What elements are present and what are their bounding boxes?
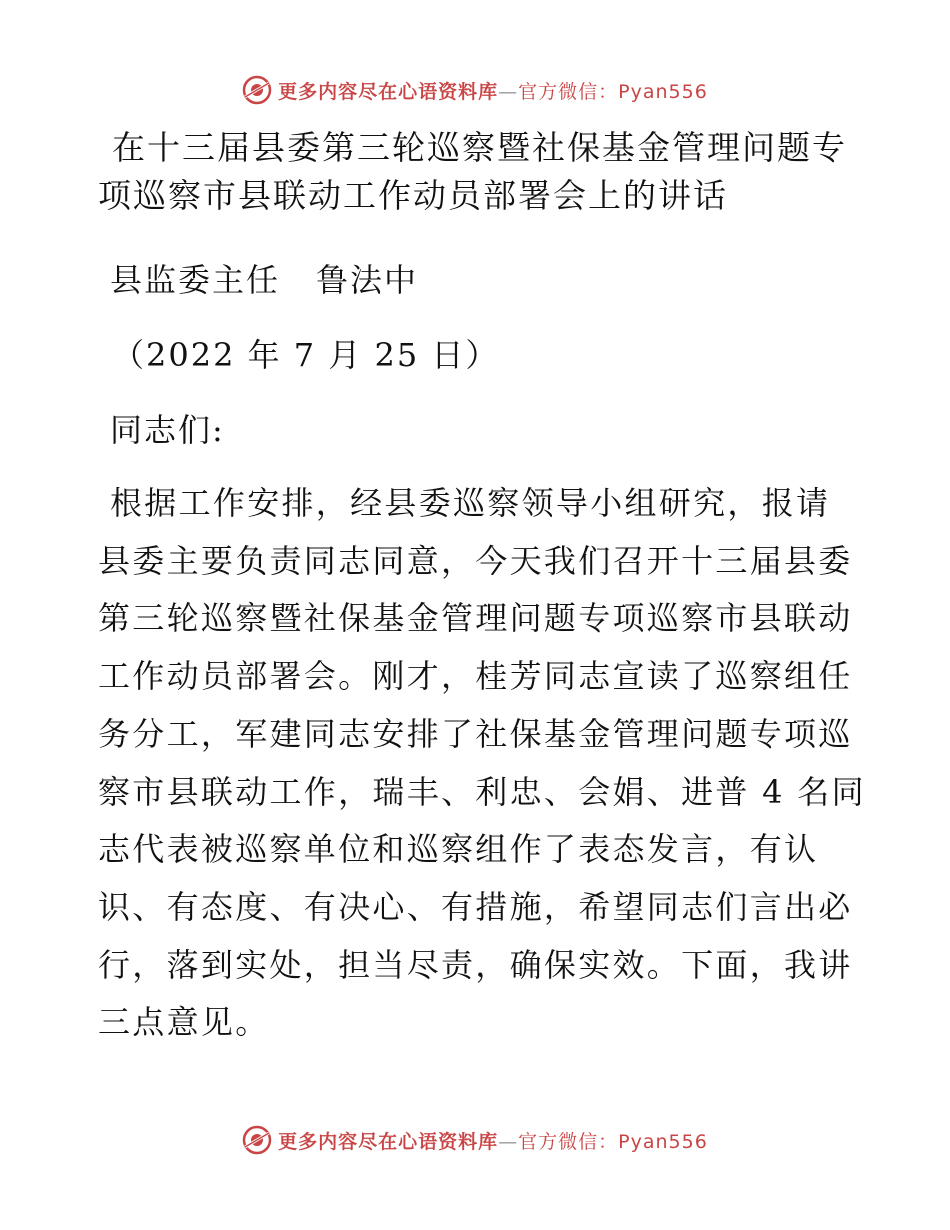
footer-watermark — [0, 1120, 950, 1160]
brand-logo-icon — [242, 75, 272, 105]
watermark-contact: 官方微信：Pyan556 — [518, 1130, 708, 1153]
header-watermark — [0, 70, 950, 110]
paragraph-line: 根据工作安排，经县委巡察领导小组研究，报请 — [110, 484, 831, 522]
author-line — [110, 255, 418, 301]
title-line: 在十三届县委第三轮巡察暨社保基金管理问题专 — [112, 128, 847, 167]
author-position: 县监委主任 — [110, 261, 281, 299]
watermark-separator: — — [498, 1130, 519, 1153]
author-name: 鲁法中 — [316, 261, 419, 299]
watermark-text — [278, 1127, 708, 1154]
paragraph-line: 工作动员部署会。刚才，桂芳同志宣读了巡察组任 — [98, 657, 853, 696]
body-paragraph — [98, 475, 866, 1052]
watermark-brand: 更多内容尽在心语资料库 — [278, 80, 499, 103]
paragraph-line: 务分工，军建同志安排了社保基金管理问题专项巡 — [98, 714, 853, 753]
greeting: 同志们: — [110, 411, 225, 449]
speech-date: （2022 年 7 月 25 日） — [112, 336, 500, 374]
watermark-separator: — — [498, 80, 519, 103]
paragraph-line: 第三轮巡察暨社保基金管理问题专项巡察市县联动 — [98, 599, 853, 638]
document-title — [98, 124, 858, 220]
paragraph-line: 识、有态度、有决心、有措施，希望同志们言出必 — [98, 887, 853, 926]
watermark-brand: 更多内容尽在心语资料库 — [278, 1130, 499, 1153]
paragraph-line: 行，落到实处，担当尽责，确保实效。下面，我讲 — [98, 945, 853, 984]
paragraph-line: 县委主要负责同志同意，今天我们召开十三届县委 — [98, 541, 853, 580]
watermark-text — [278, 77, 708, 104]
watermark-contact: 官方微信：Pyan556 — [518, 80, 708, 103]
brand-logo-icon — [242, 1125, 272, 1155]
title-line: 项巡察市县联动工作动员部署会上的讲话 — [98, 176, 728, 215]
paragraph-line: 志代表被巡察单位和巡察组作了表态发言，有认 — [98, 830, 819, 869]
paragraph-line: 察市县联动工作，瑞丰、利忠、会娟、进普 4 名同 — [98, 772, 866, 811]
paragraph-line: 三点意见。 — [98, 1003, 270, 1042]
